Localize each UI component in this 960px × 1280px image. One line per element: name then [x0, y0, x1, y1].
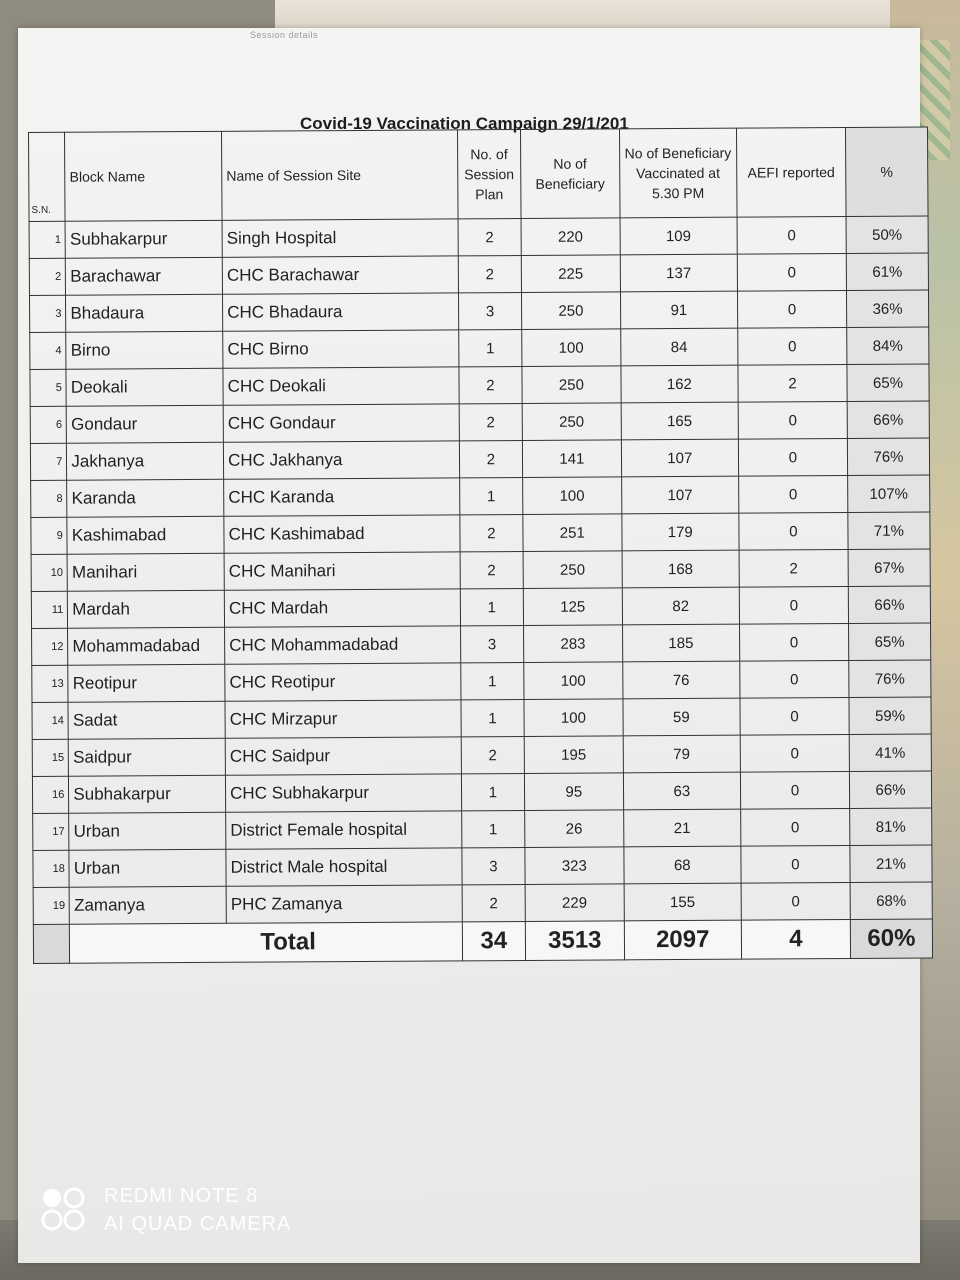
row-sn: 12	[32, 628, 69, 665]
row-aefi: 0	[740, 660, 849, 698]
row-session-site: CHC Manihari	[224, 552, 460, 590]
row-beneficiary: 250	[522, 292, 621, 330]
row-sn: 4	[30, 332, 67, 369]
row-percent: 59%	[849, 697, 931, 735]
row-aefi: 0	[741, 845, 850, 883]
row-sn: 9	[31, 517, 68, 554]
watermark-text	[104, 1182, 291, 1238]
row-vaccinated: 165	[621, 402, 739, 440]
row-percent: 84%	[847, 327, 929, 365]
row-beneficiary: 229	[525, 884, 624, 922]
row-percent: 21%	[850, 845, 932, 883]
header-sn: S.N.	[29, 132, 66, 221]
table-row	[30, 327, 929, 369]
table-body	[29, 216, 932, 924]
row-block-name: Urban	[69, 812, 226, 850]
row-session-site: District Female hospital	[226, 811, 462, 849]
row-session-site: CHC Jakhanya	[223, 441, 459, 479]
row-percent: 71%	[848, 512, 930, 550]
row-session-plan: 2	[460, 514, 524, 551]
row-block-name: Subhakarpur	[65, 220, 222, 258]
table-row	[29, 253, 928, 295]
row-sn: 14	[32, 702, 69, 739]
row-session-plan: 1	[461, 810, 525, 847]
row-session-plan: 1	[461, 699, 525, 736]
row-block-name: Barachawar	[66, 257, 223, 295]
row-session-site: CHC Mohammadabad	[225, 626, 461, 664]
table-row	[32, 697, 931, 739]
row-aefi: 2	[738, 365, 847, 403]
row-session-plan: 2	[460, 551, 524, 588]
row-session-site: CHC Reotipur	[225, 663, 461, 701]
row-percent: 76%	[849, 660, 931, 698]
row-sn: 18	[33, 850, 70, 887]
row-beneficiary: 100	[522, 329, 621, 367]
row-beneficiary: 100	[523, 477, 622, 515]
vaccination-table	[28, 127, 933, 964]
row-sn: 8	[31, 480, 68, 517]
row-vaccinated: 59	[623, 698, 741, 736]
row-percent: 76%	[847, 438, 929, 476]
row-vaccinated: 107	[621, 439, 739, 477]
row-session-plan: 1	[458, 329, 522, 366]
row-session-plan: 1	[461, 773, 525, 810]
row-aefi: 0	[738, 439, 847, 477]
row-block-name: Gondaur	[67, 405, 224, 443]
row-session-site: Singh Hospital	[222, 219, 458, 257]
document-title: Covid-19 Vaccination Campaign 29/1/201	[300, 114, 629, 133]
row-sn: 3	[29, 295, 66, 332]
row-session-site: District Male hospital	[226, 848, 462, 886]
table-header-row	[29, 127, 929, 221]
row-session-plan: 1	[460, 662, 524, 699]
row-vaccinated: 84	[620, 328, 738, 366]
row-aefi: 0	[738, 328, 847, 366]
row-sn: 19	[33, 887, 70, 924]
table-row	[29, 216, 928, 258]
header-session-plan: No. of Session Plan	[457, 129, 521, 218]
table-row	[33, 882, 932, 924]
row-beneficiary: 323	[525, 847, 624, 885]
row-percent: 66%	[847, 401, 929, 439]
row-session-plan: 2	[459, 440, 523, 477]
row-aefi: 0	[740, 734, 849, 772]
row-session-site: CHC Karanda	[224, 478, 460, 516]
row-aefi: 0	[740, 771, 849, 809]
row-block-name: Kashimabad	[67, 516, 224, 554]
row-vaccinated: 109	[620, 217, 738, 255]
row-vaccinated: 155	[624, 883, 742, 921]
table-row	[31, 475, 930, 517]
row-block-name: Birno	[66, 331, 223, 369]
row-beneficiary: 100	[524, 662, 623, 700]
row-vaccinated: 21	[623, 809, 741, 847]
row-sn: 5	[30, 369, 67, 406]
row-vaccinated: 168	[622, 550, 740, 588]
table-row	[32, 623, 931, 665]
row-vaccinated: 162	[621, 365, 739, 403]
row-beneficiary: 250	[523, 551, 622, 589]
row-beneficiary: 225	[521, 255, 620, 293]
row-session-plan: 3	[462, 847, 526, 884]
row-block-name: Jakhanya	[67, 442, 224, 480]
table-row	[32, 660, 931, 702]
row-session-site: CHC Saidpur	[225, 737, 461, 775]
header-vaccinated: No of Beneficiary Vaccinated at 5.30 PM	[619, 128, 737, 218]
total-beneficiary: 3513	[525, 921, 624, 961]
row-vaccinated: 63	[623, 772, 741, 810]
row-session-plan: 1	[459, 477, 523, 514]
row-sn: 17	[33, 813, 70, 850]
row-aefi: 0	[737, 254, 846, 292]
row-aefi: 0	[741, 808, 850, 846]
table-row	[33, 808, 932, 850]
row-vaccinated: 91	[620, 291, 738, 329]
table-row	[31, 512, 930, 554]
row-percent: 81%	[850, 808, 932, 846]
row-beneficiary: 125	[523, 588, 622, 626]
row-sn: 6	[30, 406, 67, 443]
row-aefi: 0	[739, 586, 848, 624]
table-row	[33, 845, 932, 887]
row-sn: 11	[31, 591, 68, 628]
row-session-site: CHC Subhakarpur	[226, 774, 462, 812]
row-block-name: Deokali	[66, 368, 223, 406]
row-block-name: Urban	[69, 849, 226, 887]
row-session-plan: 3	[460, 625, 524, 662]
row-percent: 36%	[846, 290, 928, 328]
row-beneficiary: 250	[522, 366, 621, 404]
total-aefi: 4	[741, 919, 850, 959]
row-aefi: 0	[739, 476, 848, 514]
row-percent: 66%	[849, 771, 931, 809]
row-sn: 15	[32, 739, 69, 776]
row-percent: 65%	[847, 364, 929, 402]
watermark-line-2: AI QUAD CAMERA	[104, 1213, 292, 1235]
row-aefi: 0	[737, 291, 846, 329]
row-aefi: 0	[737, 217, 846, 255]
row-sn: 2	[29, 258, 66, 295]
row-beneficiary: 100	[524, 699, 623, 737]
row-session-plan: 2	[459, 366, 523, 403]
row-block-name: Sadat	[68, 701, 225, 739]
row-session-site: CHC Barachawar	[222, 256, 458, 294]
row-beneficiary: 26	[525, 810, 624, 848]
row-aefi: 0	[739, 623, 848, 661]
row-session-site: CHC Kashimabad	[224, 515, 460, 553]
row-session-site: CHC Gondaur	[223, 404, 459, 442]
row-percent: 68%	[850, 882, 932, 920]
row-beneficiary: 283	[524, 625, 623, 663]
row-vaccinated: 79	[623, 735, 741, 773]
row-sn: 16	[32, 776, 69, 813]
row-percent: 41%	[849, 734, 931, 772]
total-blank-cell	[33, 924, 70, 963]
row-beneficiary: 95	[524, 773, 623, 811]
row-session-site: CHC Mirzapur	[225, 700, 461, 738]
row-session-plan: 2	[462, 884, 526, 921]
header-block-name: Block Name	[65, 131, 222, 221]
row-beneficiary: 220	[521, 218, 620, 256]
row-vaccinated: 68	[624, 846, 742, 884]
row-vaccinated: 137	[620, 254, 738, 292]
header-percent: %	[845, 127, 928, 216]
row-aefi: 0	[741, 882, 850, 920]
top-scrap-text: Session details	[250, 30, 319, 40]
total-percent: 60%	[850, 919, 932, 959]
row-session-plan: 2	[458, 255, 522, 292]
row-percent: 65%	[848, 623, 930, 661]
row-vaccinated: 179	[621, 513, 739, 551]
row-percent: 67%	[848, 549, 930, 587]
row-aefi: 0	[739, 512, 848, 550]
row-percent: 50%	[846, 216, 928, 254]
table-row	[31, 586, 930, 628]
header-session-site: Name of Session Site	[222, 130, 458, 220]
row-block-name: Mohammadabad	[68, 627, 225, 665]
row-percent: 66%	[848, 586, 930, 624]
row-session-site: PHC Zamanya	[226, 885, 462, 923]
row-beneficiary: 141	[522, 440, 621, 478]
row-session-site: CHC Birno	[223, 330, 459, 368]
row-session-plan: 2	[461, 736, 525, 773]
table-row	[29, 290, 928, 332]
row-sn: 7	[30, 443, 67, 480]
row-sn: 13	[32, 665, 69, 702]
camera-lens-icon	[40, 1186, 88, 1234]
row-vaccinated: 185	[622, 624, 740, 662]
row-block-name: Zamanya	[69, 886, 226, 924]
row-beneficiary: 250	[522, 403, 621, 441]
row-aefi: 0	[738, 402, 847, 440]
row-aefi: 0	[740, 697, 849, 735]
row-block-name: Mardah	[68, 590, 225, 628]
table-row	[31, 549, 930, 591]
total-sessions: 34	[462, 921, 526, 960]
header-aefi: AEFI reported	[736, 128, 846, 218]
row-beneficiary: 251	[523, 514, 622, 552]
row-vaccinated: 76	[622, 661, 740, 699]
row-block-name: Subhakarpur	[69, 775, 226, 813]
row-sn: 10	[31, 554, 68, 591]
row-session-plan: 2	[459, 403, 523, 440]
row-percent: 61%	[846, 253, 928, 291]
row-block-name: Reotipur	[68, 664, 225, 702]
row-sn: 1	[29, 221, 66, 258]
row-vaccinated: 82	[622, 587, 740, 625]
row-block-name: Manihari	[67, 553, 224, 591]
table-row	[32, 734, 931, 776]
row-session-site: CHC Deokali	[223, 367, 459, 405]
row-block-name: Bhadaura	[66, 294, 223, 332]
row-percent: 107%	[848, 475, 930, 513]
table-row	[32, 771, 931, 813]
header-beneficiary: No of Beneficiary	[521, 129, 620, 219]
row-session-plan: 1	[460, 588, 524, 625]
total-row	[33, 919, 932, 963]
row-session-plan: 3	[458, 292, 522, 329]
row-aefi: 2	[739, 549, 848, 587]
row-beneficiary: 195	[524, 736, 623, 774]
row-session-site: CHC Bhadaura	[223, 293, 459, 331]
table-row	[30, 438, 929, 480]
row-session-site: CHC Mardah	[224, 589, 460, 627]
row-block-name: Saidpur	[69, 738, 226, 776]
row-session-plan: 2	[458, 218, 522, 255]
watermark-line-1: REDMI NOTE 8	[104, 1185, 259, 1207]
row-block-name: Karanda	[67, 479, 224, 517]
table-row	[30, 401, 929, 443]
row-vaccinated: 107	[621, 476, 739, 514]
total-vaccinated: 2097	[624, 920, 742, 960]
total-label: Total	[70, 922, 463, 963]
table-row	[30, 364, 929, 406]
